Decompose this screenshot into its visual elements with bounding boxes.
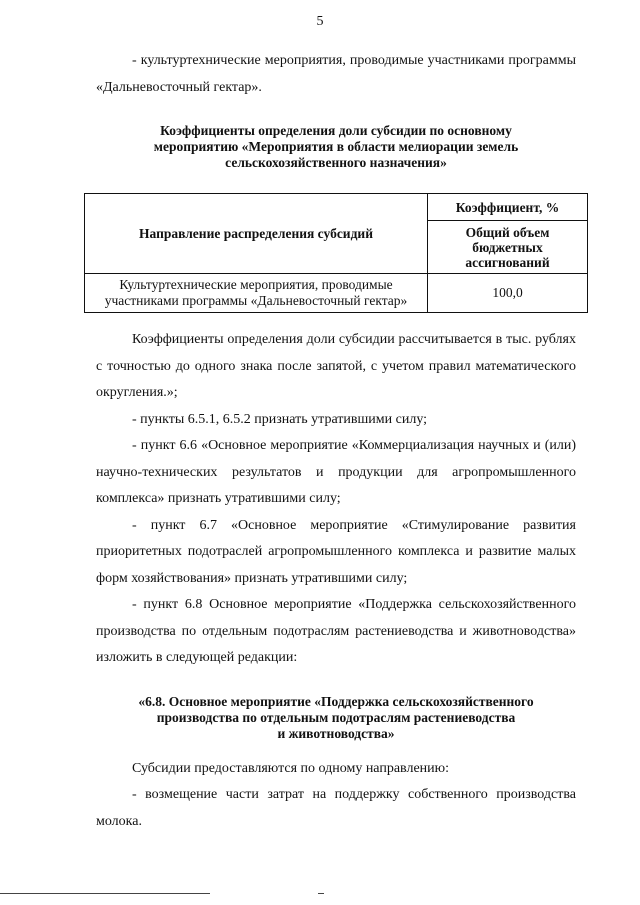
- coefficients-note: Коэффициенты определения доли субсидии рассчитывается в тыс. рублях с точностью до одного знака после запятой, с учетом правил математического округления.»;: [96, 332, 576, 400]
- header-direction: Направление распределения субсидий: [85, 194, 428, 274]
- item-6-5: - пункты 6.5.1, 6.5.2 признать утратившими силу;: [132, 411, 428, 427]
- footer-rule: [0, 893, 210, 894]
- document-body: [96, 48, 576, 835]
- section-title-line-2: производства по отдельным подотраслям растениеводства: [156, 709, 516, 725]
- row-direction: Культуртехнические мероприятия, проводимые участниками программы «Дальневосточный гектар»: [85, 274, 428, 313]
- coefficients-table: [84, 193, 588, 313]
- page-number: 5: [316, 14, 324, 29]
- section-title-line-1: «6.8. Основное мероприятие «Поддержка сельскохозяйственного: [138, 693, 534, 709]
- table-title-line-3: сельскохозяйственного назначения»: [225, 155, 447, 170]
- table-title-line-2: мероприятию «Мероприятия в области мелиорации земель: [153, 139, 519, 154]
- table-title-line-1: Коэффициенты определения доли субсидии по основному: [160, 123, 512, 138]
- header-coefficient: Коэффициент, %: [428, 194, 588, 221]
- item-6-8: - пункт 6.8 Основное мероприятие «Поддержка сельскохозяйственного производства по отдельным подотраслям растениеводства и животноводства» изложить в следующей редакции:: [96, 597, 576, 665]
- item-6-6: - пункт 6.6 «Основное мероприятие «Коммерциализация научных и (или) научно-технических результатов и продукции для агропромышленного комплекса» признать утратившими силу;: [96, 438, 576, 506]
- intro-list-item: - культуртехнические мероприятия, проводимые участниками программы «Дальневосточный гектар».: [96, 53, 576, 95]
- row-value: 100,0: [428, 274, 588, 313]
- subsidies-paragraph: Субсидии предоставляются по одному направлению:: [132, 760, 450, 776]
- table-header-row: [85, 194, 588, 221]
- section-title-line-3: и животноводства»: [277, 725, 395, 741]
- table-title: [96, 123, 576, 171]
- footer-mark: [318, 893, 324, 894]
- milk-item: - возмещение части затрат на поддержку собственного производства молока.: [96, 787, 576, 829]
- header-total-budget: Общий объем бюджетных ассигнований: [428, 221, 588, 274]
- item-6-7: - пункт 6.7 «Основное мероприятие «Стимулирование развития приоритетных подотраслей агропромышленного комплекса и развитие малых форм хозяйствования» признать утратившими силу;: [96, 517, 576, 586]
- table-row: [85, 274, 588, 313]
- section-title: [96, 694, 576, 742]
